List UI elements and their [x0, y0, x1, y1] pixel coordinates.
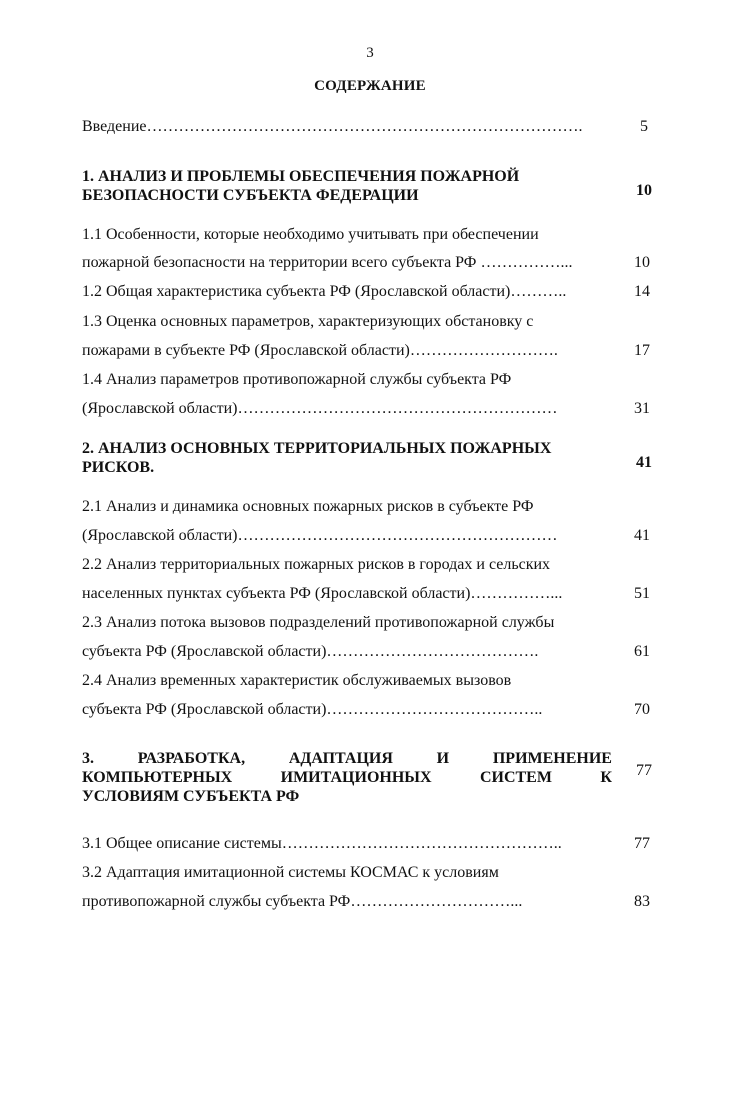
- section-1-title-line2: БЕЗОПАСНОСТИ СУБЪЕКТА ФЕДЕРАЦИИ: [82, 187, 419, 204]
- section-1-title-line1: 1. АНАЛИЗ И ПРОБЛЕМЫ ОБЕСПЕЧЕНИЯ ПОЖАРНОЙ: [82, 168, 520, 185]
- section-3-page: 77: [636, 762, 652, 779]
- section-3-title-line3: УСЛОВИЯМ СУБЪЕКТА РФ: [82, 788, 300, 805]
- section-2-page: 41: [636, 454, 652, 471]
- page-number: 3: [366, 45, 374, 61]
- toc-entry-2-3-page: 61: [634, 643, 650, 660]
- toc-entry-3-1-page: 77: [634, 835, 650, 852]
- page-title: СОДЕРЖАНИЕ: [314, 78, 426, 94]
- section-2-title-line1: 2. АНАЛИЗ ОСНОВНЫХ ТЕРРИТОРИАЛЬНЫХ ПОЖАРНЫХ: [82, 440, 552, 457]
- toc-entry-1-3-page: 17: [634, 342, 650, 359]
- toc-entry-1-2-page: 14: [634, 283, 650, 300]
- toc-entry-1-4-page: 31: [634, 400, 650, 417]
- toc-entry-page: 5: [640, 118, 648, 135]
- section-1-page: 10: [636, 182, 652, 199]
- toc-entry-2-2-page: 51: [634, 585, 650, 602]
- toc-entry-3-2-page: 83: [634, 893, 650, 910]
- document-page: 3 СОДЕРЖАНИЕ Введение………………………………………………………………………. 5 1. АНАЛИЗ И ПРОБЛЕМЫ ОБЕСПЕЧЕНИЯ ПОЖАРНОЙ БЕЗОПАСНОСТИ СУБЪЕКТА ФЕДЕРАЦИИ 10 1.1 Особенности, которые необходимо учитывать при обеспечении пожарной безопасности на территории всего субъекта РФ ……………... 10 1.2 Общая характеристика субъекта РФ (Ярославской области)……….. 14 1.3 Оценка основных параметров, характеризующих обстановку с пожарами в субъекте РФ (Ярославской области)………………………. 17 1.4 Анализ параметров противопожарной службы субъекта РФ (Ярославской области)…………………………………………………… 31 2. АНАЛИЗ ОСНОВНЫХ ТЕРРИТОРИАЛЬНЫХ ПОЖАРНЫХ РИСКОВ. 41 2.1 Анализ и динамика основных пожарных рисков в субъекте РФ (Ярославской области)…………………………………………………… 41 2.2 Анализ территориальных пожарных рисков в городах и сельских населенных пунктах субъекта РФ (Ярославской области)……………... 51 2.3 Анализ потока вызовов подразделений противопожарной службы субъекта РФ (Ярославской области)…………………………………. 61 2.4 Анализ временных характеристик обслуживаемых вызовов субъекта РФ (Ярославской области)………………………………….. 70 3. РАЗРАБОТКА, АДАПТАЦИЯ И ПРИМЕНЕНИЕ КОМПЬЮТЕРНЫХ ИМИТАЦИОННЫХ СИСТЕМ К УСЛОВИЯМ СУБЪЕКТА РФ 77 3.1 Общее описание системы…………………………………………….. 77 3.2 Адаптация имитационной системы КОСМАС к условиям противопожарной службы субъекта РФ…………………………... 83: [0, 0, 733, 1100]
- toc-entry-label: Введение……………………………………………………………………….: [82, 118, 583, 135]
- section-3-title-line2: КОМПЬЮТЕРНЫХ ИМИТАЦИОННЫХ СИСТЕМ К: [82, 769, 612, 786]
- toc-entry-1-1-page: 10: [634, 254, 650, 271]
- section-2-title-line2: РИСКОВ.: [82, 459, 155, 476]
- section-3-title-line1: 3. РАЗРАБОТКА, АДАПТАЦИЯ И ПРИМЕНЕНИЕ: [82, 750, 612, 767]
- toc-entry-2-4-page: 70: [634, 701, 650, 718]
- toc-entry-2-1-page: 41: [634, 527, 650, 544]
